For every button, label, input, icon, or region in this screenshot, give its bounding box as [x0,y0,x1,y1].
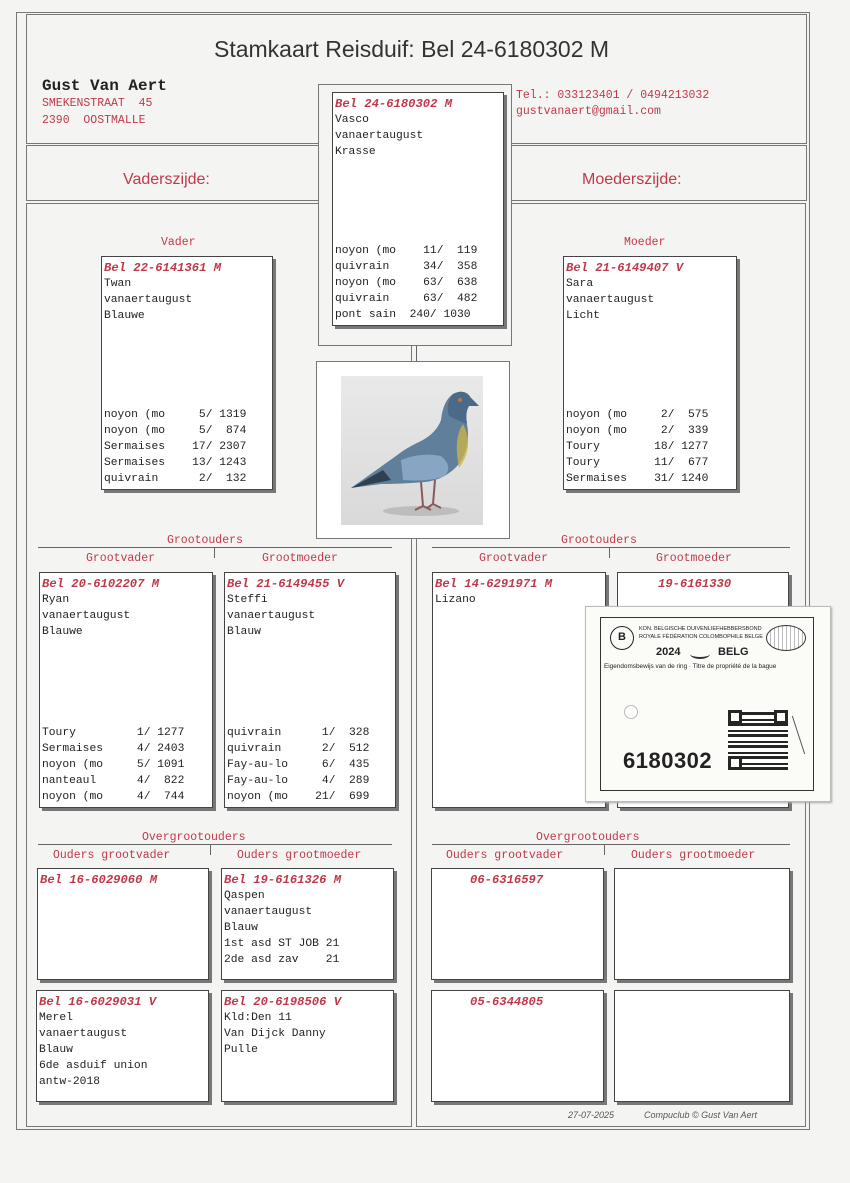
result-line: noyon (mo 5/ 1091 [42,759,185,771]
result-line: Fay-au-lo 6/ 435 [227,759,370,771]
footer-credit: Compuclub © Gust Van Aert [644,1110,758,1120]
great-grandparent-card [431,990,604,1102]
result-line: quivrain 63/ 482 [335,293,478,305]
great-grandparent-line: vanaertaugust [39,1028,128,1040]
label-grootouders-father: Grootouders [167,534,243,547]
label-ouders-grootmoeder-mother: Ouders grootmoeder [631,849,756,862]
ticket-org-line2: ROYALE FÉDÉRATION COLOMBOPHILE BELGE [639,634,763,640]
ticket-year: 2024 [656,646,681,658]
label-ouders-grootvader-mother: Ouders grootvader [446,849,564,862]
great-grandparent-line: 2de asd zav 21 [224,954,340,966]
label-grootouders-mother: Grootouders [561,534,637,547]
grandfather-line: Blauwe [42,626,83,638]
great-grandparent-line: 1st asd ST JOB 21 [224,938,340,950]
result-line: noyon (mo 2/ 575 [566,409,709,421]
label-grootvader-mother: Grootvader [479,552,549,565]
great-grandparent-ring: 05-6344805 [470,995,544,1009]
ticket-country: BELG [718,646,749,658]
divider [38,547,392,548]
great-grandparent-line: vanaertaugust [224,906,313,918]
great-grandparent-card [221,990,394,1102]
owner-city: 2390 OOSTMALLE [42,114,146,127]
subject-line: vanaertaugust [335,130,424,142]
label-ouders-grootvader-father: Ouders grootvader [53,849,171,862]
label-moeder: Moeder [624,236,666,249]
grandfather-ring: Bel 14-6291971 M [435,577,553,591]
label-vader: Vader [161,236,196,249]
globe-icon [766,625,806,651]
page-title: Stamkaart Reisduif: Bel 24-6180302 M [214,36,610,62]
divider [214,548,215,558]
grandfather-mother-side-card [432,572,606,808]
result-line: noyon (mo 5/ 874 [104,425,247,437]
grandmother-ring: 19-6161330 [658,577,732,591]
great-grandparent-line: Merel [39,1012,73,1024]
father-line: Blauwe [104,310,145,322]
owner-name: Gust Van Aert [42,77,167,95]
great-grandparent-ring: Bel 16-6029060 M [40,873,158,887]
result-line: quivrain 34/ 358 [335,261,478,273]
grandmother-line: Steffi [227,594,268,606]
qr-code-icon [728,710,788,770]
result-line: noyon (mo 63/ 638 [335,277,478,289]
subject-ring: Bel 24-6180302 M [335,97,453,111]
great-grandparent-card [614,868,790,980]
connector [416,346,417,362]
great-grandparent-ring: Bel 16-6029031 V [39,995,157,1009]
father-line: vanaertaugust [104,294,193,306]
great-grandparent-line: Kld:Den 11 [224,1012,292,1024]
great-grandparent-line: Blauw [224,922,258,934]
grandmother-line: vanaertaugust [227,610,316,622]
great-grandparent-ring: 06-6316597 [470,873,544,887]
label-ouders-grootmoeder-father: Ouders grootmoeder [237,849,362,862]
grandmother-father-side-card [224,572,396,808]
owner-street: SMEKENSTRAAT 45 [42,97,153,110]
ticket-hole [624,705,638,719]
result-line: Toury 18/ 1277 [566,441,709,453]
result-line: Sermaises 13/ 1243 [104,457,247,469]
result-line: pont sain 240/ 1030 [335,309,471,321]
result-line: noyon (mo 11/ 119 [335,245,478,257]
label-grootmoeder-mother: Grootmoeder [656,552,732,565]
divider [609,548,610,558]
result-line: quivrain 1/ 328 [227,727,370,739]
grandfather-line: Ryan [42,594,70,606]
result-line: noyon (mo 2/ 339 [566,425,709,437]
owner-email: gustvanaert@gmail.com [516,105,661,118]
great-grandparent-card [36,990,209,1102]
result-line: noyon (mo 5/ 1319 [104,409,247,421]
divider [210,845,211,855]
ticket-ring-number: 6180302 [623,748,713,773]
owner-phone: Tel.: 033123401 / 0494213032 [516,89,710,102]
great-grandparent-ring: Bel 20-6198506 V [224,995,342,1009]
result-line: Sermaises 4/ 2403 [42,743,185,755]
grandfather-line: vanaertaugust [42,610,131,622]
pigeon-photo [341,376,483,525]
pigeon-emblem-icon [690,649,710,659]
father-line: Twan [104,278,132,290]
grandfather-line: Lizano [435,594,476,606]
grandmother-ring: Bel 21-6149455 V [227,577,345,591]
label-grootmoeder-father: Grootmoeder [262,552,338,565]
great-grandparent-line: Pulle [224,1044,258,1056]
label-grootvader-father: Grootvader [86,552,156,565]
great-grandparent-card [614,990,790,1102]
great-grandparent-line: Qaspen [224,890,265,902]
mother-line: vanaertaugust [566,294,655,306]
father-card [101,256,273,490]
great-grandparent-card [431,868,604,980]
mother-side-heading: Moederszijde: [582,171,682,188]
result-line: Fay-au-lo 4/ 289 [227,775,370,787]
divider [432,547,790,548]
result-line: Toury 11/ 677 [566,457,709,469]
divider [432,844,790,845]
result-line: noyon (mo 21/ 699 [227,791,370,803]
result-line: Toury 1/ 1277 [42,727,185,739]
mother-card [563,256,737,490]
great-grandparent-ring: Bel 19-6161326 M [224,873,342,887]
father-ring: Bel 22-6141361 M [104,261,222,275]
result-line: Sermaises 17/ 2307 [104,441,247,453]
result-line: quivrain 2/ 512 [227,743,370,755]
divider [38,844,392,845]
great-grandparent-card [37,868,209,980]
footer-date: 27-07-2025 [568,1110,615,1120]
result-line: nanteaul 4/ 822 [42,775,185,787]
mother-line: Licht [566,310,600,322]
great-grandparent-line: antw-2018 [39,1076,101,1088]
result-line: quivrain 2/ 132 [104,473,247,485]
mother-line: Sara [566,278,594,290]
subject-card [332,92,504,326]
ticket-caption: Eigendomsbewijs van de ring · Titre de propriété de la bague [604,663,777,670]
subject-line: Vasco [335,114,369,126]
great-grandparent-line: Van Dijck Danny [224,1028,326,1040]
ring-ownership-card [585,606,831,802]
great-grandparent-card [221,868,394,980]
subject-line: Krasse [335,146,376,158]
great-grandparent-line: 6de asduif union [39,1060,148,1072]
federation-logo-icon: B [610,626,634,650]
great-grandparent-line: Blauw [39,1044,73,1056]
label-overgrootouders-mother: Overgrootouders [536,831,640,844]
grandmother-line: Blauw [227,626,261,638]
mother-ring: Bel 21-6149407 V [566,261,684,275]
result-line: noyon (mo 4/ 744 [42,791,185,803]
result-line: Sermaises 31/ 1240 [566,473,709,485]
father-side-heading: Vaderszijde: [123,171,210,188]
label-overgrootouders-father: Overgrootouders [142,831,246,844]
ticket-org-line1: KON. BELGISCHE DUIVENLIEFHEBBERSBOND [639,626,762,632]
grandfather-father-side-card [39,572,213,808]
divider [604,845,605,855]
grandfather-ring: Bel 20-6102207 M [42,577,160,591]
